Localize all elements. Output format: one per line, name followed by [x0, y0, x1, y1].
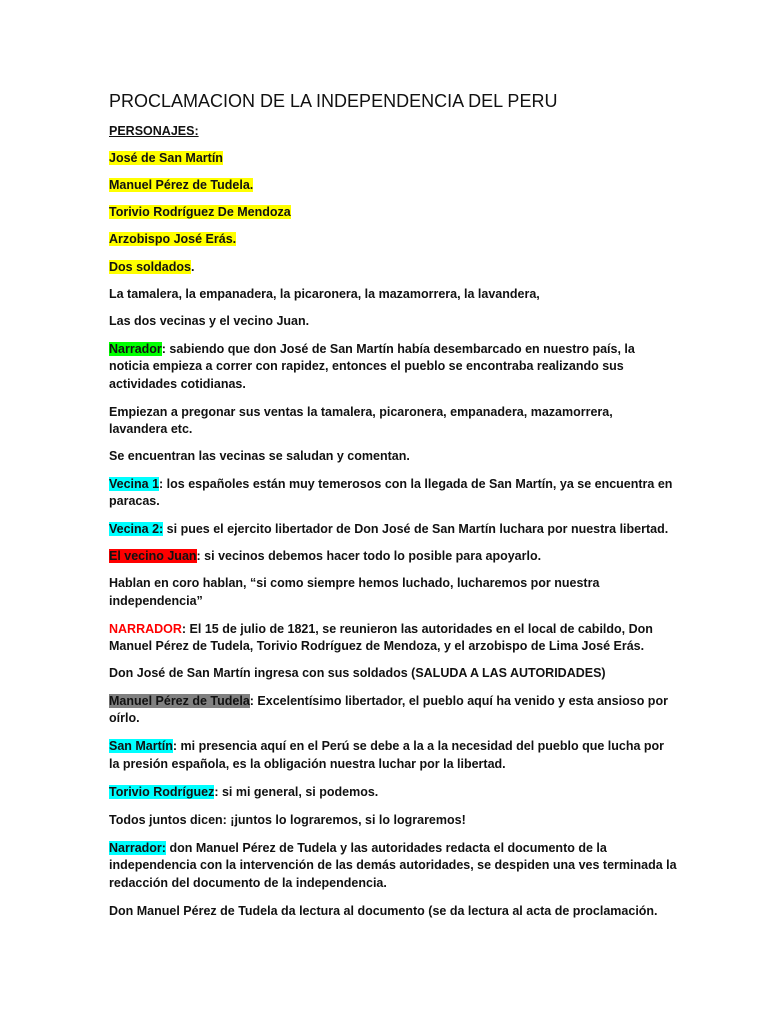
dialogue-line: actividades cotidianas.	[109, 377, 246, 391]
dialogue-line	[109, 620, 653, 638]
speaker-label: Narrador:	[109, 841, 166, 855]
dialogue-text: don Manuel Pérez de Tudela y las autoridades redacta el documento de la	[165, 841, 607, 855]
narration-line: lavandera etc.	[109, 422, 193, 436]
dialogue-line	[109, 737, 664, 755]
dialogue-line	[109, 547, 541, 565]
speaker-label: Vecina 1	[109, 477, 160, 491]
character-highlight: Dos soldados	[109, 260, 191, 274]
character-highlight: José de San Martín	[109, 151, 223, 165]
dialogue-line	[109, 783, 378, 801]
speaker-label: Torivio Rodríguez	[109, 785, 215, 799]
dialogue-text: : si vecinos debemos hacer todo lo posible para apoyarlo.	[196, 549, 542, 563]
dialogue-line	[109, 692, 668, 710]
speaker-label: Manuel Pérez de Tudela	[109, 694, 250, 708]
character-line	[109, 149, 223, 167]
dialogue-text: : mi presencia aquí en el Perú se debe a la a la necesidad del pueblo que lucha por	[172, 739, 665, 753]
narration-line: Todos juntos dicen: ¡juntos lo lograremos, si lo lograremos!	[109, 813, 466, 827]
character-line	[109, 203, 291, 221]
narration-line: Empiezan a pregonar sus ventas la tamalera, picaronera, empanadera, mazamorrera,	[109, 405, 613, 419]
speaker-label: Narrador	[109, 342, 162, 356]
narration-line: independencia”	[109, 594, 203, 608]
dialogue-text: si pues el ejercito libertador de Don José de San Martín luchara por nuestra libertad.	[163, 522, 669, 536]
dialogue-line: paracas.	[109, 494, 160, 508]
dialogue-line: independencia con la intervención de las demás autoridades, se despiden una ves terminada la	[109, 858, 677, 872]
narration-line: Hablan en coro hablan, “si como siempre hemos luchado, lucharemos por nuestra	[109, 576, 600, 590]
dialogue-line: redacción del documento de la independencia.	[109, 876, 387, 890]
character-line	[109, 258, 194, 276]
speaker-label: Vecina 2:	[109, 522, 164, 536]
dialogue-line	[109, 839, 607, 857]
character-highlight: Torivio Rodríguez De Mendoza	[109, 205, 291, 219]
speaker-label: San Martín	[109, 739, 173, 753]
dialogue-line	[109, 340, 635, 358]
character-line	[109, 230, 236, 248]
punctuation: .	[190, 260, 195, 274]
dialogue-text: : si mi general, si podemos.	[214, 785, 379, 799]
dialogue-line: Manuel Pérez de Tudela, Torivio Rodríguez de Mendoza, y el arzobispo de Lima José Erás.	[109, 639, 645, 653]
character-highlight: Manuel Pérez de Tudela.	[109, 178, 254, 192]
narration-line: Don Manuel Pérez de Tudela da lectura al documento (se da lectura al acta de proclamación.	[109, 904, 658, 918]
dialogue-line: noticia empieza a correr con rapidez, entonces el pueblo se encontraba realizando sus	[109, 359, 624, 373]
dialogue-text: : sabiendo que don José de San Martín había desembarcado en nuestro país, la	[161, 342, 635, 356]
extras-line: La tamalera, la empanadera, la picaronera, la mazamorrera, la lavandera,	[109, 287, 540, 301]
narration-line: Se encuentran las vecinas se saludan y comentan.	[109, 449, 410, 463]
character-highlight: Arzobispo José Erás.	[109, 232, 237, 246]
dialogue-text: : El 15 de julio de 1821, se reunieron las autoridades en el local de cabildo, Don	[181, 622, 653, 636]
document-title: PROCLAMACION DE LA INDEPENDENCIA DEL PERU	[109, 91, 558, 111]
dialogue-text: : Excelentísimo libertador, el pueblo aquí ha venido y esta ansioso por	[249, 694, 668, 708]
dialogue-line	[109, 475, 672, 493]
speaker-label: El vecino Juan	[109, 549, 197, 563]
speaker-label: NARRADOR	[109, 622, 182, 636]
dialogue-line: oírlo.	[109, 711, 140, 725]
extras-line: Las dos vecinas y el vecino Juan.	[109, 314, 310, 328]
dialogue-line	[109, 520, 668, 538]
personajes-heading: PERSONAJES:	[109, 124, 199, 138]
character-line	[109, 176, 253, 194]
narration-line: Don José de San Martín ingresa con sus soldados (SALUDA A LAS AUTORIDADES)	[109, 666, 606, 680]
dialogue-line: la presión española, es la obligación nuestra luchar por la libertad.	[109, 757, 506, 771]
dialogue-text: : los españoles están muy temerosos con la llegada de San Martín, ya se encuentra en	[159, 477, 673, 491]
